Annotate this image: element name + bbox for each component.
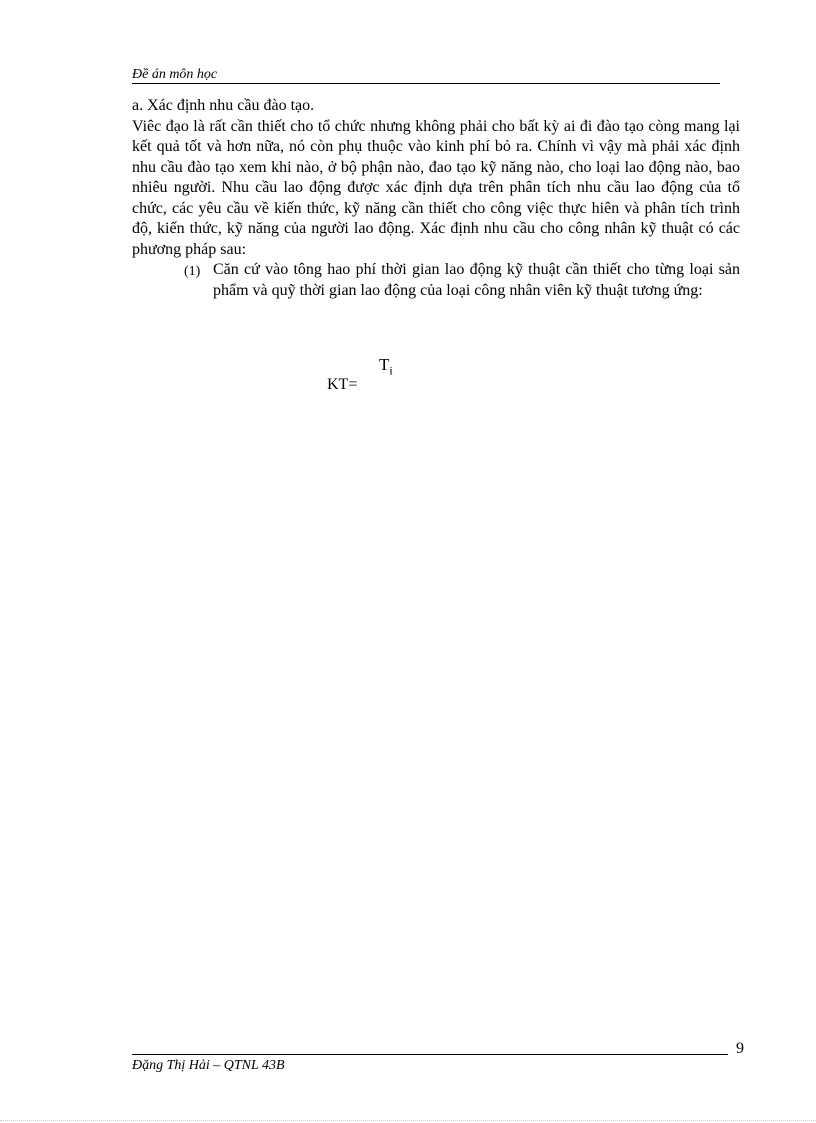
body-paragraph: Viêc đạo là rất cần thiết cho tổ chức nhưng không phải cho bất kỳ ai đi đào tạo còng mang lại kết quả tốt và hơn nữa, nó còn phụ thuộc vào kinh phí bỏ ra. Chính vì vậy mà phải xác định nhu cầu đào tạo xem khi nào, ở bộ phận nào, đao tạo kỹ năng nào, cho loại lao động nào, bao nhiêu người. Nhu cầu lao động được xác định dựa trên phân tích nhu cầu lao động của tổ chức, các yêu cầu về kiến thức, kỹ năng cần thiết cho công việc thực hiên và phân tích trình độ, kiến thức, kỹ năng của người lao động. Xác định nhu cầu cho công nhân kỹ thuật có các phương pháp sau: [132,117,740,258]
formula-numerator: $T_i$ [379,355,393,378]
page-edge-divider [0,1120,816,1121]
section-subheading: a. Xác định nhu cầu đào tạo. [132,97,315,114]
list-item-text: Căn cứ vào tông hao phí thời gian lao động kỹ thuật cần thiết cho từng loại sản phẩm và quỹ thời gian lao động của loại công nhân viên kỹ thuật tương ứng: [213,261,740,299]
list-item [184,260,740,301]
page-number: 9 [736,1040,744,1057]
list-marker: (1) [184,264,201,279]
footer-author: Đặng Thị Hải – QTNL 43B [132,1058,285,1073]
document-body [132,96,740,301]
header-title: Đề án môn học [132,67,218,82]
footer-divider [132,1054,728,1055]
formula-subscript: i [389,363,393,378]
page-header [132,66,720,84]
formula-lhs: KT= [327,376,358,393]
